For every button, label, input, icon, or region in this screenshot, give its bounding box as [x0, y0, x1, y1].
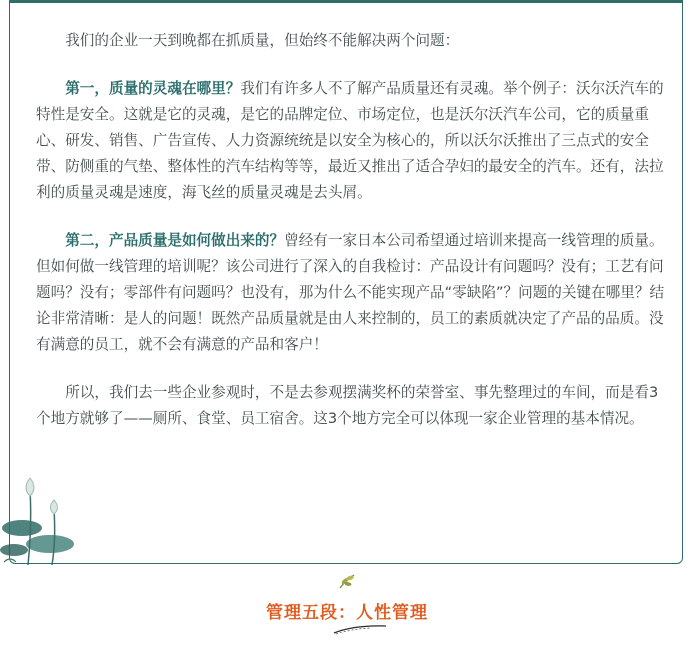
- intro-text: 我们的企业一天到晚都在抓质量，但始终不能解决两个问题：: [65, 32, 460, 49]
- brush-swoosh: [330, 622, 390, 636]
- section-title: 管理五段：人性管理: [266, 603, 428, 623]
- leaf-sprig-icon: [336, 572, 358, 590]
- conclusion-paragraph: [36, 380, 672, 432]
- article-body: [36, 28, 672, 454]
- point1-paragraph: [36, 76, 672, 206]
- point1-body: 我们有许多人不了解产品质量还有灵魂。举个例子：沃尔沃汽车的特性是安全。这就是它的灵魂，是它的品牌定位、市场定位，也是沃尔沃汽车公司，它的质量重心、研发、销售、广告宣传、人力资源统统是以安全为核心的，所以沃尔沃推出了三点式的安全带、防侧重的气垫、整体性的汽车结构等等，最近又推出了适合孕妇的最安全的汽车。还有，法拉利的质量灵魂是速度，海飞丝的质量灵魂是去头屑。: [36, 80, 664, 201]
- point2-paragraph: [36, 228, 672, 358]
- lotus-illustration: [0, 470, 80, 570]
- conclusion-text: 所以，我们去一些企业参观时，不是去参观摆满奖杯的荣誉室、事先整理过的车间，而是看3个地方就够了——厕所、食堂、员工宿舍。这3个地方完全可以体现一家企业管理的基本情况。: [36, 384, 659, 427]
- intro-paragraph: [36, 28, 672, 54]
- point2-heading: 第二，产品质量是如何做出来的？: [65, 232, 285, 249]
- point1-heading: 第一，质量的灵魂在哪里？: [65, 80, 241, 97]
- article-card: [9, 2, 683, 564]
- point2-body: 曾经有一家日本公司希望通过培训来提高一线管理的质量。但如何做一线管理的培训呢？该公司进行了深入的自我检讨：产品设计有问题吗？没有；工艺有问题吗？没有；零部件有问题吗？也没有，那为什么不能实现产品“零缺陷”？问题的关键在哪里？结论非常清晰：是人的问题！既然产品质量就是由人来控制的，员工的素质就决定了产品的品质。没有满意的员工，就不会有满意的产品和客户！: [36, 232, 665, 353]
